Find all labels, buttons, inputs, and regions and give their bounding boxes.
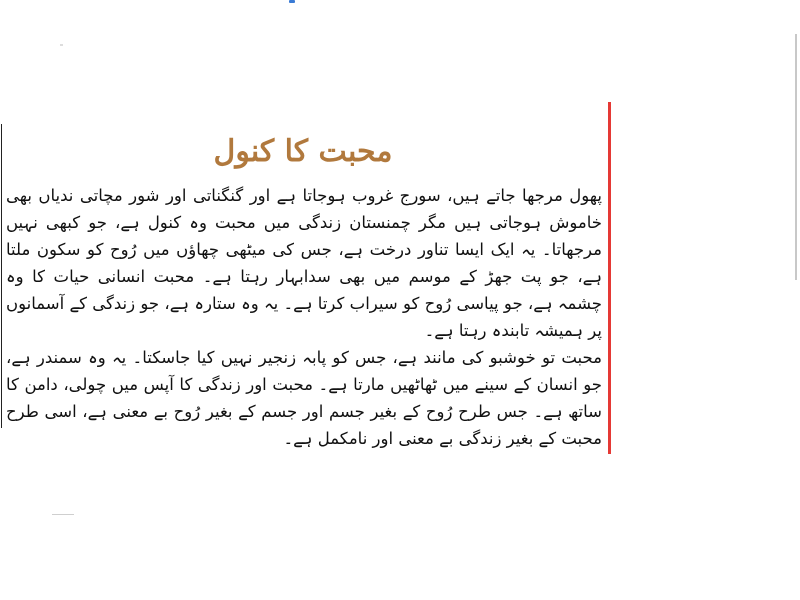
top-blue-mark xyxy=(289,0,295,3)
article-body xyxy=(2,182,604,452)
red-column-divider xyxy=(608,102,611,454)
article-title: محبت کا کنول xyxy=(213,134,393,169)
article-clipping xyxy=(2,132,604,448)
bottom-speck xyxy=(52,514,74,515)
article-paragraph-1: پھول مرجھا جاتے ہیں، سورج غروب ہوجاتا ہے اور گنگناتی اور شور مچاتی ندیاں بھی خاموش ہوجاتی ہیں مگر چمنستان زندگی میں محبت وہ کنول ہے، جو کبھی نہیں مرجھاتا۔ یہ ایک ایسا تناور درخت ہے، جس کی میٹھی چھاؤں میں رُوح کو سکون ملتا ہے، جو پت جھڑ کے موسم میں بھی سدابہار رہتا ہے۔ محبت انسانی حیات کا وہ چشمہ ہے، جو پیاسی رُوح کو سیراب کرتا ہے۔ یہ وہ ستارہ ہے، جو زندگی کے آسمانوں پر ہمیشہ تابندہ رہتا ہے۔ xyxy=(6,186,602,340)
right-edge-line xyxy=(795,34,797,280)
article-paragraph-2: محبت تو خوشبو کی مانند ہے، جس کو پابہ زنجیر نہیں کیا جاسکتا۔ یہ وہ سمندر ہے، جو انسان کے سینے میں ٹھاٹھیں مارتا ہے۔ محبت اور زندگی کا آپس میں چولی، دامن کا ساتھ ہے۔ جس طرح رُوح کے بغیر جسم اور جسم کے بغیر رُوح بے معنی ہے، اسی طرح محبت کے بغیر زندگی بے معنی اور نامکمل ہے۔ xyxy=(6,348,602,448)
stray-dot xyxy=(60,44,63,46)
